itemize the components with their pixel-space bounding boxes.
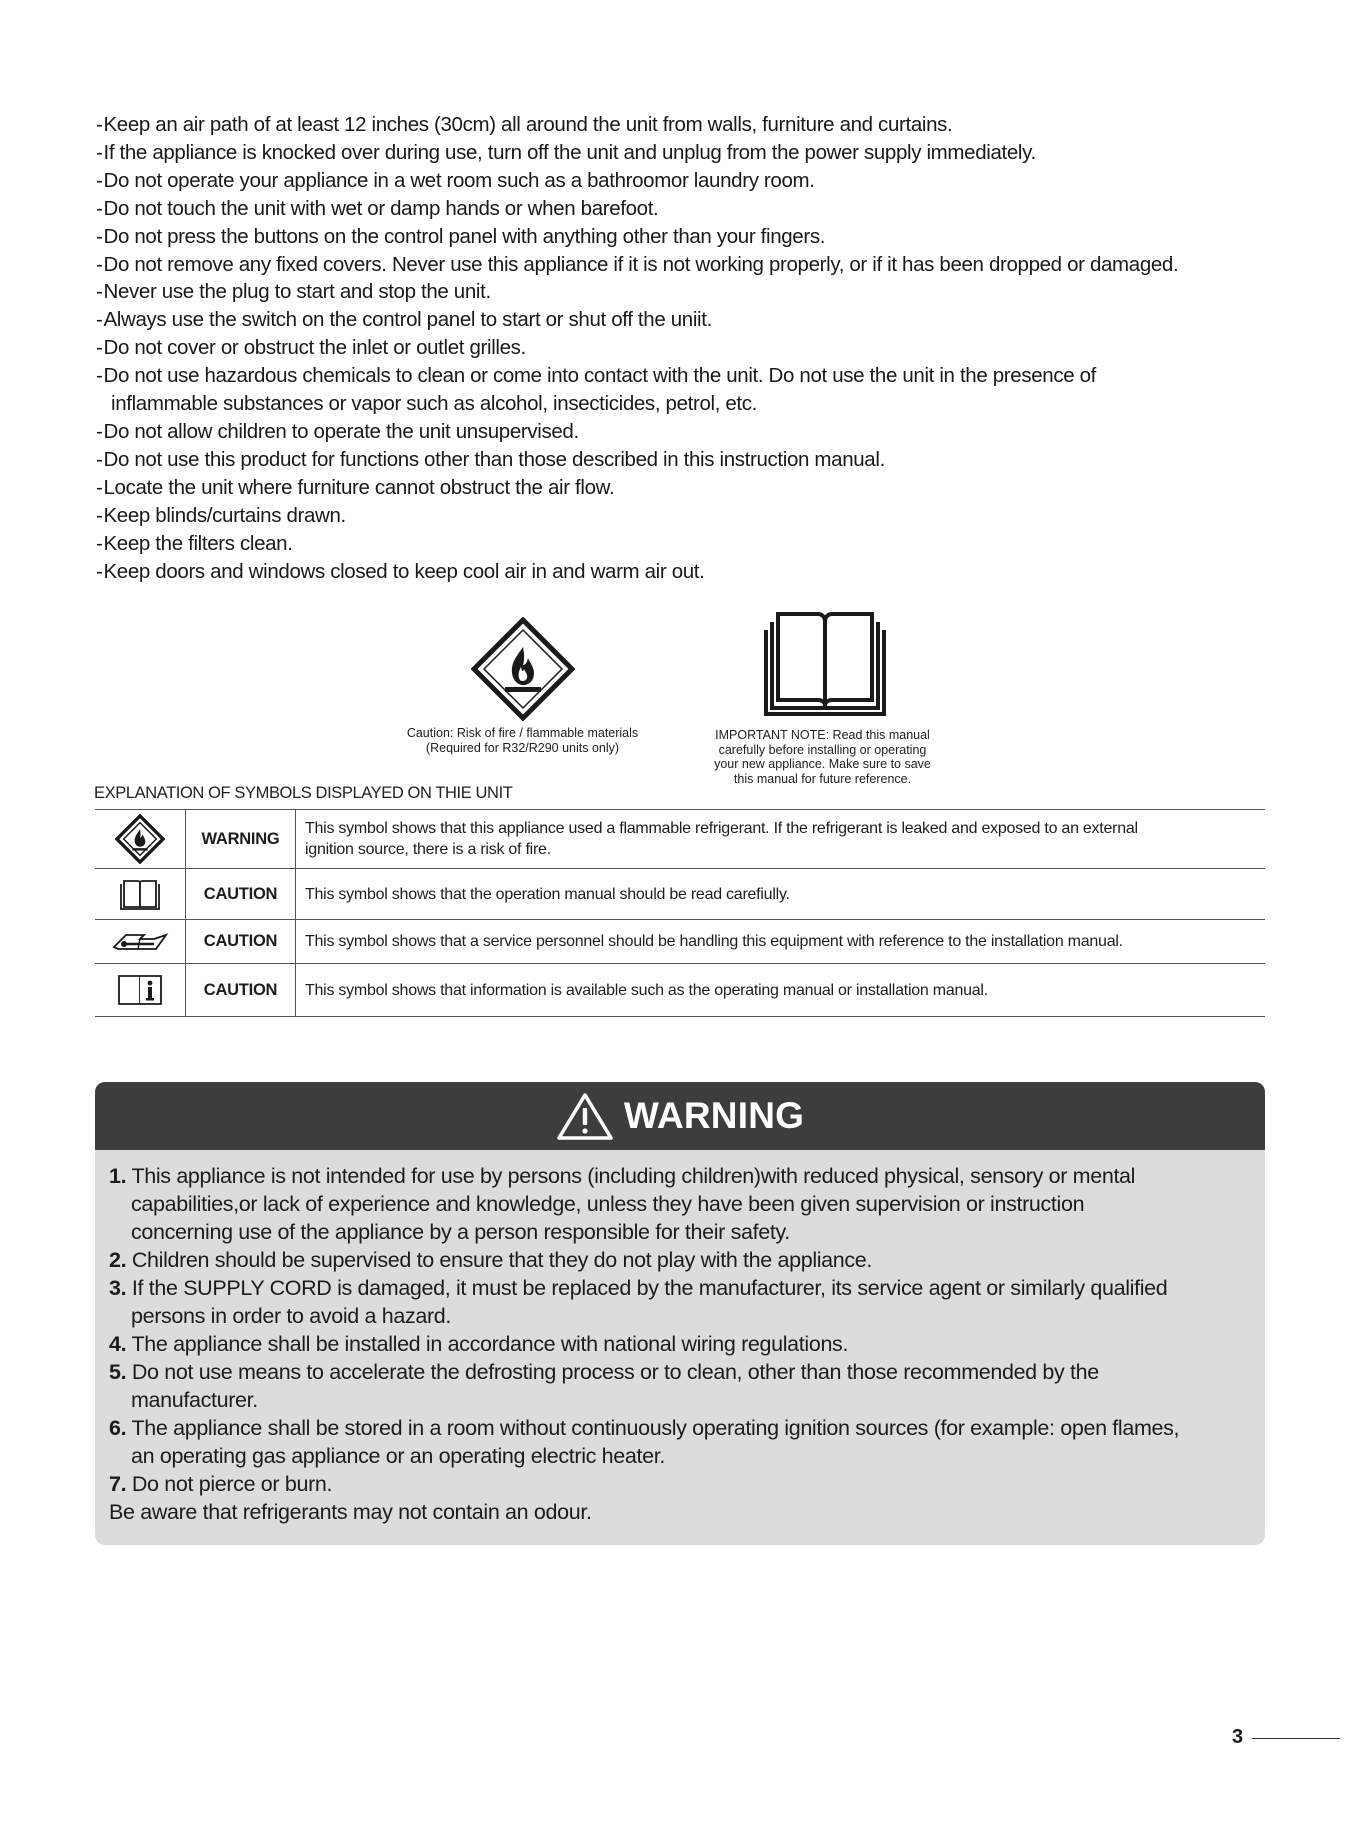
fire-caption: Caution: Risk of fire / flammable materials (Required for R32/R290 units only) — [406, 726, 639, 755]
list-item: -Keep an air path of at least 12 inches (30cm) all around the unit from walls, furniture and curtains. — [96, 113, 953, 136]
list-item: -If the appliance is knocked over during use, turn off the unit and unplug from the power supply immediately. — [96, 140, 1036, 164]
explanation-title: EXPLANATION OF SYMBOLS DISPLAYED ON THIE UNIT — [94, 784, 513, 802]
warning-footer: Be aware that refrigerants may not contain an odour. — [109, 1500, 592, 1524]
list-item: -Do not use hazardous chemicals to clean or come into contact with the unit. Do not use the unit in the presence of inflammable substances or vapor such as alcohol, insecticides, petrol, etc. — [96, 364, 1097, 416]
list-item: -Do not operate your appliance in a wet room such as a bathroomor laundry room. — [96, 168, 815, 192]
list-item: 4. The appliance shall be installed in accordance with national wiring regulations. — [109, 1332, 849, 1356]
list-item: 6. The appliance shall be stored in a room without continuously operating ignition sources (for example: open flames, an operating gas appliance or an operating electric heater. — [109, 1416, 1180, 1468]
page-number: 3 — [1232, 1726, 1244, 1748]
list-item: -Locate the unit where furniture cannot obstruct the air flow. — [96, 475, 615, 499]
operation-manual-icon — [118, 876, 162, 912]
severity-label: CAUTION — [186, 964, 296, 1017]
service-manual-icon — [110, 929, 170, 955]
list-item: -Do not cover or obstruct the inlet or outlet grilles. — [96, 336, 526, 360]
manual-book-icon — [760, 608, 890, 720]
table-row — [95, 810, 1265, 869]
list-item: -Do not touch the unit with wet or damp hands or when barefoot. — [96, 196, 659, 220]
page-number-rule — [1252, 1738, 1340, 1739]
list-item: 7. Do not pierce or burn. — [109, 1472, 333, 1496]
safety-bullet-list — [96, 111, 1276, 585]
list-item: 2. Children should be supervised to ensure that they do not play with the appliance. — [109, 1248, 873, 1272]
symbol-description: This symbol shows that information is available such as the operating manual or installation manual. — [296, 964, 1266, 1017]
list-item: -Keep doors and windows closed to keep cool air in and warm air out. — [96, 559, 705, 583]
list-item: -Keep the filters clean. — [96, 531, 293, 555]
symbol-description: This symbol shows that this appliance used a flammable refrigerant. If the refrigerant is leaked and exposed to an external ignition source, there is a risk of fire. — [296, 810, 1266, 869]
warning-header — [95, 1082, 1265, 1150]
table-row — [95, 964, 1265, 1017]
list-item: -Never use the plug to start and stop the unit. — [96, 280, 491, 304]
warning-box — [95, 1082, 1265, 1545]
table-row — [95, 869, 1265, 920]
severity-label: CAUTION — [186, 869, 296, 920]
list-item: -Do not remove any fixed covers. Never use this appliance if it is not working properly, or if it has been dropped or damaged. — [96, 252, 1179, 276]
symbol-description: This symbol shows that the operation manual should be read carefiully. — [296, 869, 1266, 920]
list-item: 1. This appliance is not intended for use by persons (including children)with reduced physical, sensory or mental capabilities,or lack of experience and knowledge, unless they have been given supervision or instruction concerning use of the appliance by a person responsible for their safety. — [109, 1164, 1136, 1244]
warning-title: WARNING — [623, 1095, 805, 1136]
list-item: -Keep blinds/curtains drawn. — [96, 503, 346, 527]
list-item: -Always use the switch on the control panel to start or shut off the uniit. — [96, 308, 712, 332]
table-row — [95, 920, 1265, 964]
warning-list — [95, 1150, 1265, 1526]
flammable-warning-icon — [471, 617, 575, 721]
list-item: -Do not allow children to operate the unit unsupervised. — [96, 419, 579, 443]
symbol-explanation-table — [95, 809, 1265, 1017]
manual-caption: IMPORTANT NOTE: Read this manual carefully before installing or operating your new appliance. Make sure to save this manual for future reference. — [714, 728, 931, 786]
severity-label: WARNING — [186, 810, 296, 869]
flammable-warning-icon — [115, 814, 165, 864]
list-item: 5. Do not use means to accelerate the defrosting process or to clean, other than those recommended by the manufacturer. — [109, 1360, 1099, 1412]
warning-triangle-icon — [556, 1091, 614, 1141]
list-item: 3. If the SUPPLY CORD is damaged, it must be replaced by the manufacturer, its service agent or similarly qualified persons in order to avoid a hazard. — [109, 1276, 1168, 1328]
list-item: -Do not press the buttons on the control panel with anything other than your fingers. — [96, 224, 826, 248]
information-manual-icon — [116, 973, 164, 1007]
symbol-description: This symbol shows that a service personnel should be handling this equipment with reference to the installation manual. — [296, 920, 1266, 964]
list-item: -Do not use this product for functions other than those described in this instruction manual. — [96, 447, 885, 471]
severity-label: CAUTION — [186, 920, 296, 964]
